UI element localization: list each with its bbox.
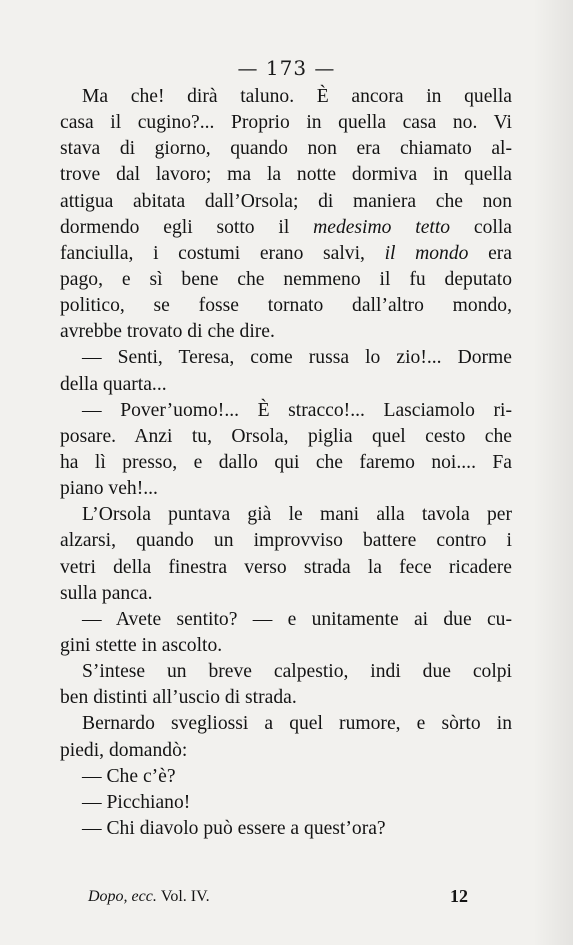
- text-line: — Pover’uomo!... È stracco!... Lasciamolo ri-: [82, 399, 512, 421]
- text-line: alzarsi, quando un improvviso battere contro i: [60, 530, 512, 552]
- text-line: dormendo egli sotto il medesimo tetto colla: [60, 216, 512, 238]
- text-line: L’Orsola puntava già le mani alla tavola per: [82, 504, 512, 526]
- text-line: politico, se fosse tornato dall’altro mondo,: [60, 295, 512, 317]
- text-line: ben distinti all’uscio di strada.: [60, 687, 297, 709]
- text-line: gini stette in ascolto.: [60, 634, 223, 656]
- text-line: avrebbe trovato di che dire.: [60, 321, 275, 343]
- text-line: attigua abitata dall’Orsola; di maniera che non: [60, 190, 512, 212]
- body-text: [60, 84, 512, 842]
- text-line: ha lì presso, e dallo qui che faremo noi.... Fa: [60, 451, 512, 473]
- signature-mark: [88, 888, 210, 906]
- text-line: Bernardo svegliossi a quel rumore, e sòrto in: [82, 713, 512, 735]
- text-line: posare. Anzi tu, Orsola, piglia quel cesto che: [60, 425, 512, 447]
- text-line: — Avete sentito? — e unitamente ai due cu-: [82, 608, 512, 630]
- text-line: — Senti, Teresa, come russa lo zio!... Dorme: [82, 347, 512, 369]
- text-line: pago, e sì bene che nemmeno il fu deputato: [60, 268, 512, 290]
- signature-title: Dopo, ecc.: [88, 888, 157, 905]
- text-line: piedi, domandò:: [60, 739, 188, 761]
- text-line: vetri della finestra verso strada la fece ricadere: [60, 556, 512, 578]
- text-line: stava di giorno, quando non era chiamato al-: [60, 138, 512, 160]
- text-line: S’intese un breve calpestio, indi due colpi: [82, 661, 512, 683]
- text-line: piano veh!...: [60, 478, 158, 500]
- text-line: — Che c’è?: [82, 765, 176, 787]
- text-line: trove dal lavoro; ma la notte dormiva in quella: [60, 164, 512, 186]
- page-number: — 173 —: [237, 56, 336, 80]
- sheet-number: 12: [450, 886, 468, 906]
- text-line: fanciulla, i costumi erano salvi, il mondo era: [60, 242, 512, 264]
- text-line: — Chi diavolo può essere a quest’ora?: [82, 817, 386, 839]
- text-line: sulla panca.: [60, 582, 153, 604]
- text-line: Ma che! dirà taluno. È ancora in quella: [82, 86, 512, 107]
- text-line: casa il cugino?... Proprio in quella casa no. Vi: [60, 112, 512, 134]
- page-footer: [88, 884, 468, 914]
- text-line: della quarta...: [60, 373, 167, 395]
- text-line: — Picchiano!: [82, 791, 191, 813]
- signature-volume: Vol. IV.: [160, 888, 210, 905]
